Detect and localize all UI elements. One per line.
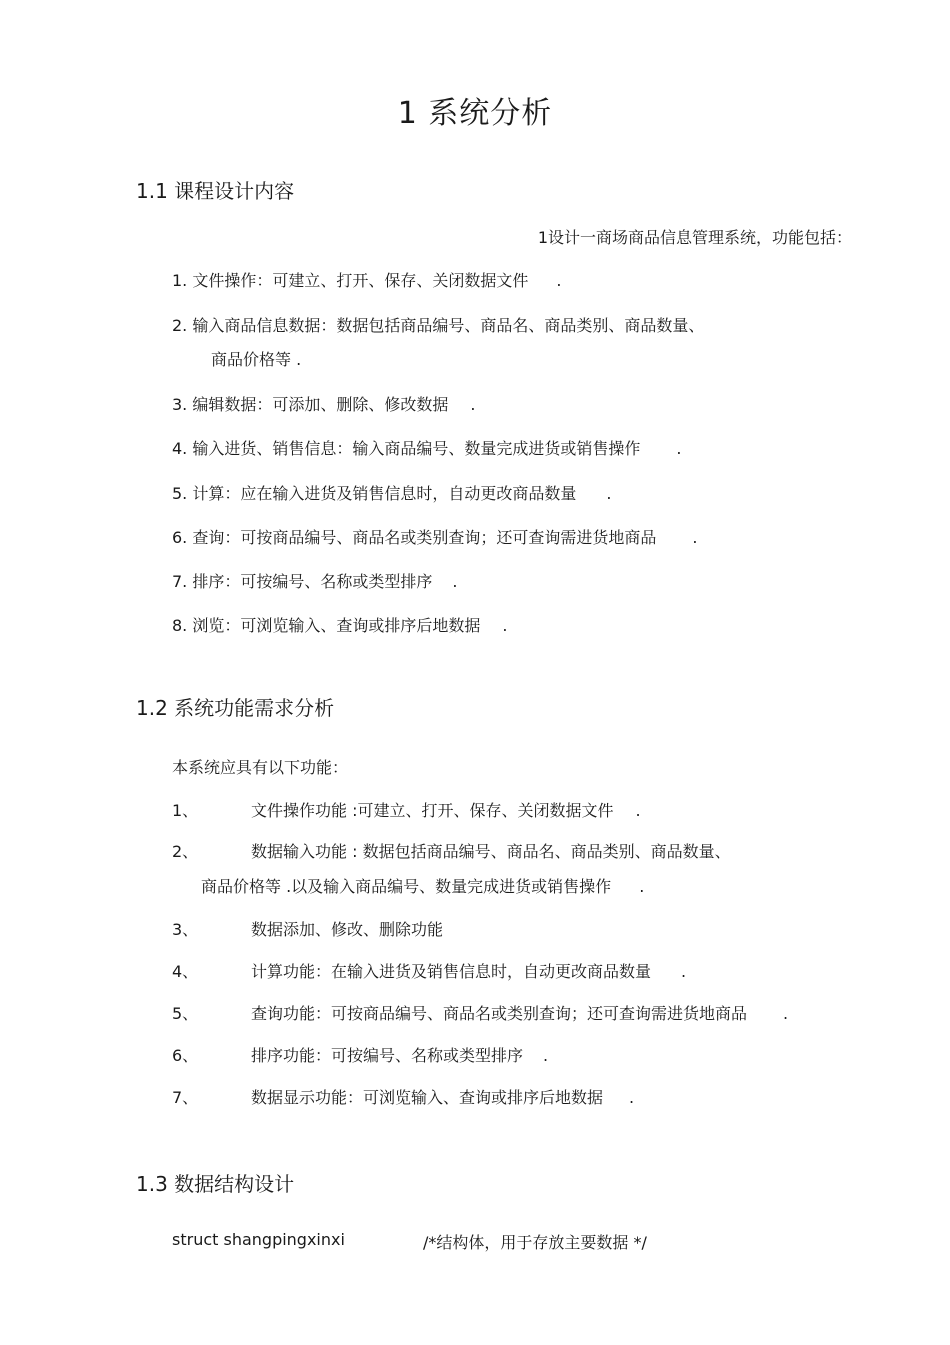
list-item-end: . xyxy=(629,1088,635,1107)
list-item xyxy=(251,1043,548,1066)
section-1-2-title: 1.2 系统功能需求分析 xyxy=(136,696,335,720)
list-item-text: 文件操作功能 :可建立、打开、保存、关闭数据文件 xyxy=(251,801,614,820)
list-item xyxy=(172,436,681,459)
list-item-end: . xyxy=(639,877,645,896)
list-item-text: 2. 输入商品信息数据：数据包括商品编号、商品名、商品类别、商品数量、 xyxy=(172,316,705,335)
list-item-text: 4. 输入进货、销售信息：输入商品编号、数量完成进货或销售操作 xyxy=(172,439,641,458)
list-item-end: . xyxy=(635,801,641,820)
list-item xyxy=(172,525,697,548)
list-item-text: 排序功能：可按编号、名称或类型排序 xyxy=(251,1046,524,1065)
section-1-3-title: 1.3 数据结构设计 xyxy=(136,1172,295,1196)
list-item-number: 3、 xyxy=(172,920,199,939)
code-comment: /*结构体，用于存放主要数据 */ xyxy=(423,1233,647,1252)
section-1-1-title: 1.1 课程设计内容 xyxy=(136,179,295,203)
list-item xyxy=(251,959,686,982)
list-item xyxy=(251,798,641,821)
list-item-text: 数据输入功能 : 数据包括商品编号、商品名、商品类别、商品数量、 xyxy=(251,842,731,861)
list-item-text: 8. 浏览：可浏览输入、查询或排序后地数据 xyxy=(172,616,481,635)
list-item-text: 数据添加、修改、删除功能 xyxy=(251,920,444,939)
list-item-end: . xyxy=(783,1004,789,1023)
list-item-continuation: 商品价格等 . xyxy=(211,350,302,369)
list-item-end: . xyxy=(606,484,612,503)
list-item-continuation-text: 商品价格等 .以及输入商品编号、数量完成进货或销售操作 xyxy=(201,877,612,896)
section-1-1-intro: 1设计一商场商品信息管理系统，功能包括： xyxy=(537,228,852,247)
list-item xyxy=(172,392,475,415)
list-item-continuation xyxy=(201,874,644,897)
list-item-text: 1. 文件操作：可建立、打开、保存、关闭数据文件 xyxy=(172,271,529,290)
section-1-2-intro: 本系统应具有以下功能： xyxy=(172,758,349,777)
list-item-text: 3. 编辑数据：可添加、删除、修改数据 xyxy=(172,395,449,414)
list-item-number: 2、 xyxy=(172,842,199,861)
list-item xyxy=(251,917,443,940)
list-item-end: . xyxy=(692,528,698,547)
list-item xyxy=(172,613,507,636)
list-item-number: 7、 xyxy=(172,1088,199,1107)
list-item-text: 查询功能：可按商品编号、商品名或类别查询；还可查询需进货地商品 xyxy=(251,1004,748,1023)
list-item-number: 1、 xyxy=(172,801,199,820)
list-item-text: 5. 计算：应在输入进货及销售信息时，自动更改商品数量 xyxy=(172,484,577,503)
list-item-end: . xyxy=(676,439,682,458)
list-item-text: 计算功能：在输入进货及销售信息时，自动更改商品数量 xyxy=(251,962,652,981)
list-item-number: 5、 xyxy=(172,1004,199,1023)
list-item-end: . xyxy=(452,572,458,591)
code-struct-declaration: struct shangpingxinxi xyxy=(172,1230,345,1249)
list-item xyxy=(251,1001,788,1024)
list-item-number: 4、 xyxy=(172,962,199,981)
list-item-end: . xyxy=(543,1046,549,1065)
list-item-end: . xyxy=(681,962,687,981)
list-item-end: . xyxy=(502,616,508,635)
list-item-number: 6、 xyxy=(172,1046,199,1065)
list-item-end: . xyxy=(556,271,562,290)
list-item-text: 数据显示功能：可浏览输入、查询或排序后地数据 xyxy=(251,1088,604,1107)
list-item xyxy=(172,481,611,504)
chapter-title: 1 系统分析 xyxy=(397,96,553,131)
list-item-text: 7. 排序：可按编号、名称或类型排序 xyxy=(172,572,433,591)
list-item xyxy=(172,268,561,291)
list-item xyxy=(172,313,704,336)
list-item-end: . xyxy=(470,395,476,414)
list-item xyxy=(251,1085,634,1108)
list-item xyxy=(172,569,457,592)
list-item-text: 6. 查询：可按商品编号、商品名或类别查询；还可查询需进货地商品 xyxy=(172,528,657,547)
list-item xyxy=(251,839,731,862)
